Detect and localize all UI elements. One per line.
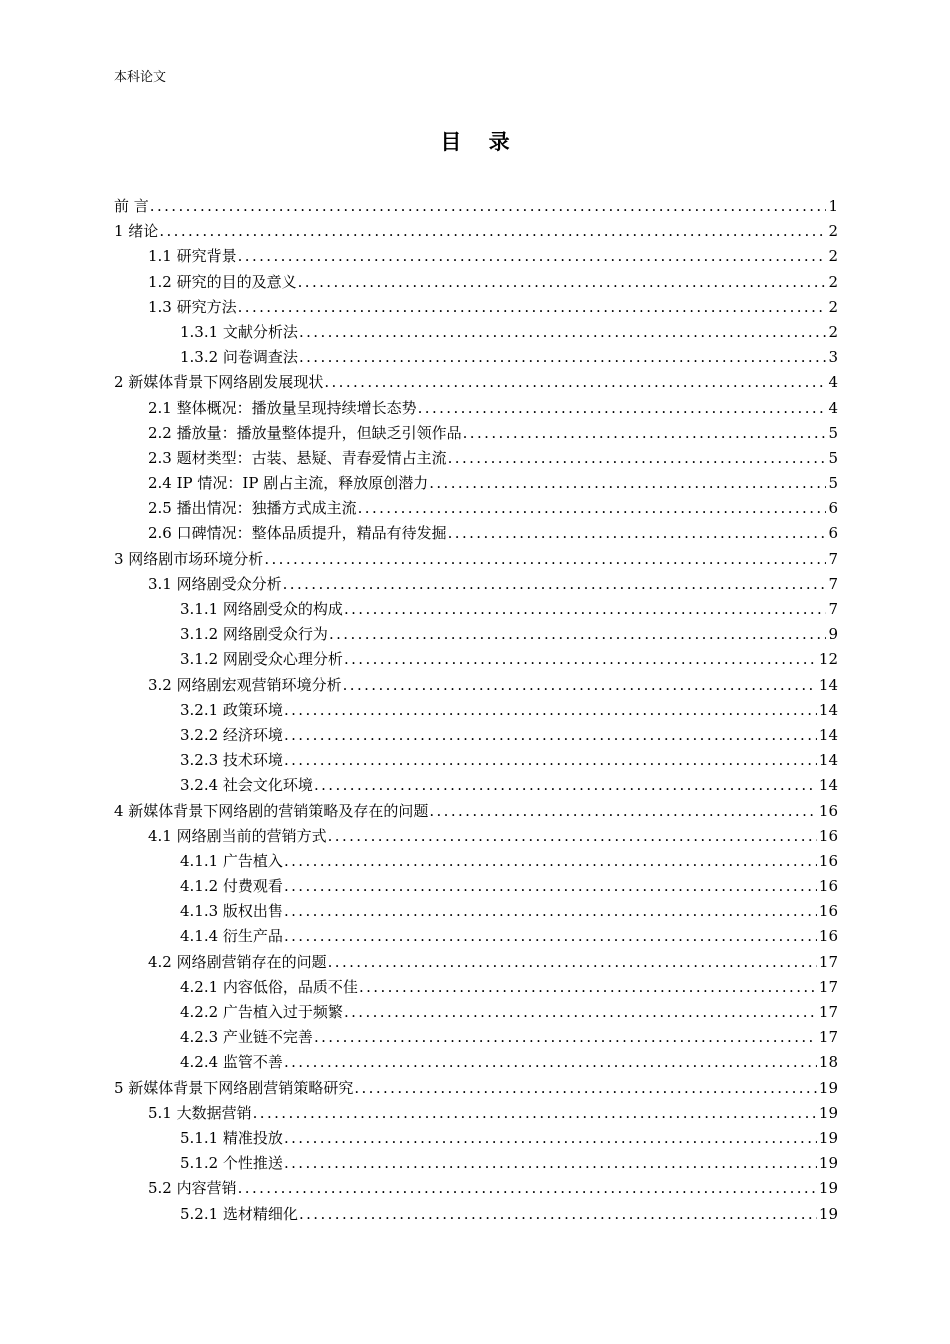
toc-entry-title: 1.2 研究的目的及意义 xyxy=(148,272,297,291)
toc-dot-leader xyxy=(299,345,827,370)
toc-entry[interactable] xyxy=(114,647,838,672)
toc-entry[interactable] xyxy=(114,1050,838,1075)
toc-entry[interactable] xyxy=(114,421,838,446)
toc-dot-leader xyxy=(314,773,817,798)
toc-entry-page-number: 18 xyxy=(818,1053,838,1072)
toc-entry[interactable] xyxy=(114,824,838,849)
toc-entry-page-number: 19 xyxy=(818,1204,838,1223)
toc-dot-leader xyxy=(314,1025,817,1050)
toc-entry-title: 5.1.1 精准投放 xyxy=(180,1128,283,1147)
toc-entry-title: 2.1 整体概况：播放量呈现持续增长态势 xyxy=(148,398,417,417)
toc-entry-page-number: 2 xyxy=(828,322,838,341)
toc-dot-leader xyxy=(358,496,827,521)
toc-entry[interactable] xyxy=(114,950,838,975)
toc-entry-page-number: 16 xyxy=(818,902,838,921)
toc-entry[interactable] xyxy=(114,471,838,496)
toc-entry-page-number: 17 xyxy=(818,1028,838,1047)
toc-entry-page-number: 19 xyxy=(818,1128,838,1147)
toc-dot-leader xyxy=(150,194,827,219)
toc-entry-title: 5.2.1 选材精细化 xyxy=(180,1204,298,1223)
toc-entry-title: 3.1 网络剧受众分析 xyxy=(148,574,282,593)
toc-entry[interactable] xyxy=(114,219,838,244)
toc-entry-title: 前 言 xyxy=(114,197,149,215)
toc-entry-page-number: 19 xyxy=(818,1103,838,1122)
toc-dot-leader xyxy=(298,270,827,295)
toc-entry-page-number: 5 xyxy=(828,423,838,442)
toc-dot-leader xyxy=(284,899,817,924)
toc-dot-leader xyxy=(359,975,817,1000)
toc-entry-title: 2.5 播出情况：独播方式成主流 xyxy=(148,499,357,518)
toc-entry[interactable] xyxy=(114,622,838,647)
toc-entry-page-number: 4 xyxy=(828,398,838,417)
toc-dot-leader xyxy=(253,1101,817,1126)
toc-entry[interactable] xyxy=(114,597,838,622)
toc-entry-title: 3.2 网络剧宏观营销环境分析 xyxy=(148,675,342,694)
toc-dot-leader xyxy=(344,1000,817,1025)
toc-entry[interactable] xyxy=(114,1076,838,1101)
toc-dot-leader xyxy=(284,1050,817,1075)
toc-dot-leader xyxy=(329,622,827,647)
toc-dot-leader xyxy=(344,647,817,672)
toc-entry-page-number: 2 xyxy=(828,222,838,241)
toc-entry-title: 2.4 IP 情况：IP 剧占主流，释放原创潜力 xyxy=(148,474,429,493)
toc-entry-title: 4.1 网络剧当前的营销方式 xyxy=(148,826,327,845)
toc-entry[interactable] xyxy=(114,396,838,421)
toc-entry-page-number: 14 xyxy=(818,700,838,719)
toc-entry-title: 3 网络剧市场环境分析 xyxy=(114,549,264,568)
running-header: 本科论文 xyxy=(114,70,167,85)
toc-entry-title: 5.1 大数据营销 xyxy=(148,1103,252,1122)
toc-entry-title: 4.1.1 广告植入 xyxy=(180,851,283,870)
toc-entry[interactable] xyxy=(114,370,838,395)
toc-entry-page-number: 14 xyxy=(818,675,838,694)
toc-entry-title: 3.1.1 网络剧受众的构成 xyxy=(180,600,343,618)
toc-entry[interactable] xyxy=(114,496,838,521)
toc-entry-title: 2.3 题材类型：古装、悬疑、青春爱情占主流 xyxy=(148,448,447,467)
toc-entry[interactable] xyxy=(114,270,838,295)
toc-dot-leader xyxy=(159,219,826,244)
toc-dot-leader xyxy=(343,673,817,698)
toc-dot-leader xyxy=(328,950,817,975)
toc-title: 目 录 xyxy=(440,129,520,154)
toc-entry[interactable] xyxy=(114,673,838,698)
toc-entry-page-number: 2 xyxy=(828,247,838,266)
toc-dot-leader xyxy=(448,446,827,471)
toc-entry[interactable] xyxy=(114,924,838,949)
toc-entry-page-number: 14 xyxy=(818,725,838,744)
toc-entry[interactable] xyxy=(114,698,838,723)
toc-entry[interactable] xyxy=(114,874,838,899)
toc-entry[interactable] xyxy=(114,521,838,546)
toc-entry[interactable] xyxy=(114,244,838,269)
toc-entry-title: 3.2.1 政策环境 xyxy=(180,700,283,719)
toc-entry-page-number: 14 xyxy=(818,751,838,770)
toc-dot-leader xyxy=(284,874,817,899)
toc-dot-leader xyxy=(284,924,817,949)
toc-dot-leader xyxy=(299,1202,817,1227)
toc-entry[interactable] xyxy=(114,446,838,471)
toc-dot-leader xyxy=(284,748,817,773)
toc-dot-leader xyxy=(429,799,817,824)
toc-entry-page-number: 5 xyxy=(828,474,838,493)
toc-entry-title: 4.2.1 内容低俗，品质不佳 xyxy=(180,977,358,996)
toc-entry-page-number: 16 xyxy=(818,877,838,896)
toc-dot-leader xyxy=(284,849,817,874)
toc-entry[interactable] xyxy=(114,1176,838,1201)
toc-entry[interactable] xyxy=(114,320,838,345)
toc-entry-title: 4.2 网络剧营销存在的问题 xyxy=(148,952,327,971)
toc-entry-title: 4 新媒体背景下网络剧的营销策略及存在的问题 xyxy=(114,801,429,820)
toc-entry-page-number: 5 xyxy=(828,448,838,467)
toc-entry[interactable] xyxy=(114,799,838,824)
toc-entry[interactable] xyxy=(114,295,838,320)
toc-dot-leader xyxy=(284,1151,817,1176)
toc-entry-page-number: 2 xyxy=(828,272,838,291)
toc-entry[interactable] xyxy=(114,345,838,370)
toc-entry-page-number: 19 xyxy=(818,1179,838,1198)
toc-entry-title: 3.1.2 网络剧受众行为 xyxy=(180,625,328,644)
table-of-contents xyxy=(114,194,838,1227)
toc-entry[interactable] xyxy=(114,1025,838,1050)
toc-entry-title: 5.2 内容营销 xyxy=(148,1179,237,1198)
toc-entry-title: 3.2.4 社会文化环境 xyxy=(180,776,313,795)
toc-dot-leader xyxy=(344,597,827,622)
toc-entry-page-number: 17 xyxy=(818,952,838,971)
toc-dot-leader xyxy=(284,1126,817,1151)
toc-entry-title: 2.6 口碑情况：整体品质提升，精品有待发掘 xyxy=(148,524,447,543)
toc-dot-leader xyxy=(354,1076,817,1101)
toc-entry-title: 4.2.4 监管不善 xyxy=(180,1053,283,1072)
toc-entry-page-number: 16 xyxy=(818,826,838,845)
toc-dot-leader xyxy=(463,421,827,446)
toc-entry-page-number: 6 xyxy=(828,499,838,518)
toc-entry-page-number: 14 xyxy=(818,776,838,795)
toc-entry-title: 4.1.3 版权出售 xyxy=(180,902,283,921)
toc-entry-title: 3.2.3 技术环境 xyxy=(180,751,283,770)
toc-dot-leader xyxy=(284,723,817,748)
toc-entry-page-number: 12 xyxy=(818,650,838,669)
toc-entry-page-number: 19 xyxy=(818,1078,838,1097)
toc-entry-title: 3.2.2 经济环境 xyxy=(180,725,283,744)
toc-entry-page-number: 9 xyxy=(828,625,838,644)
toc-entry[interactable] xyxy=(114,723,838,748)
toc-entry-page-number: 19 xyxy=(818,1154,838,1173)
toc-entry[interactable] xyxy=(114,1202,838,1227)
toc-entry[interactable] xyxy=(114,975,838,1000)
toc-dot-leader xyxy=(429,471,826,496)
toc-entry-page-number: 4 xyxy=(828,373,838,392)
toc-entry[interactable] xyxy=(114,1151,838,1176)
toc-dot-leader xyxy=(328,824,817,849)
toc-dot-leader xyxy=(284,698,817,723)
toc-entry-title: 1.1 研究背景 xyxy=(148,247,237,266)
toc-entry-page-number: 16 xyxy=(818,801,838,820)
toc-entry-page-number: 16 xyxy=(818,927,838,946)
toc-entry-page-number: 3 xyxy=(828,348,838,367)
toc-entry-title: 1.3 研究方法 xyxy=(148,297,237,316)
toc-entry-title: 2 新媒体背景下网络剧发展现状 xyxy=(114,373,324,392)
toc-dot-leader xyxy=(283,572,827,597)
toc-entry[interactable] xyxy=(114,547,838,572)
toc-entry-title: 3.1.2 网剧受众心理分析 xyxy=(180,650,343,669)
toc-entry-title: 4.1.2 付费观看 xyxy=(180,877,283,896)
toc-entry-page-number: 7 xyxy=(828,549,838,568)
toc-entry-page-number: 7 xyxy=(828,574,838,593)
toc-entry[interactable] xyxy=(114,1126,838,1151)
toc-dot-leader xyxy=(418,396,827,421)
toc-dot-leader xyxy=(238,295,827,320)
toc-entry-title: 1 绪论 xyxy=(114,222,159,241)
toc-entry[interactable] xyxy=(114,849,838,874)
toc-entry-page-number: 16 xyxy=(818,851,838,870)
toc-entry[interactable] xyxy=(114,1000,838,1025)
toc-entry-title: 1.3.2 问卷调查法 xyxy=(180,348,298,367)
toc-entry-title: 5 新媒体背景下网络剧营销策略研究 xyxy=(114,1078,354,1097)
toc-entry-page-number: 17 xyxy=(818,977,838,996)
toc-entry-page-number: 1 xyxy=(828,197,838,215)
toc-dot-leader xyxy=(238,1176,817,1201)
toc-entry-title: 1.3.1 文献分析法 xyxy=(180,322,298,341)
toc-entry-page-number: 7 xyxy=(828,600,838,618)
toc-entry[interactable] xyxy=(114,773,838,798)
toc-entry[interactable] xyxy=(114,194,838,219)
toc-dot-leader xyxy=(238,244,827,269)
toc-entry-title: 2.2 播放量：播放量整体提升，但缺乏引领作品 xyxy=(148,423,462,442)
toc-entry-page-number: 17 xyxy=(818,1003,838,1021)
toc-entry-title: 4.2.2 广告植入过于频繁 xyxy=(180,1003,343,1021)
toc-entry-page-number: 2 xyxy=(828,297,838,316)
toc-entry-page-number: 6 xyxy=(828,524,838,543)
toc-dot-leader xyxy=(448,521,827,546)
toc-entry[interactable] xyxy=(114,899,838,924)
toc-entry-title: 4.2.3 产业链不完善 xyxy=(180,1028,313,1047)
toc-dot-leader xyxy=(324,370,826,395)
toc-dot-leader xyxy=(299,320,827,345)
toc-dot-leader xyxy=(264,547,826,572)
toc-entry[interactable] xyxy=(114,572,838,597)
toc-entry[interactable] xyxy=(114,1101,838,1126)
toc-entry-title: 4.1.4 衍生产品 xyxy=(180,927,283,946)
toc-entry-title: 5.1.2 个性推送 xyxy=(180,1154,283,1173)
toc-entry[interactable] xyxy=(114,748,838,773)
